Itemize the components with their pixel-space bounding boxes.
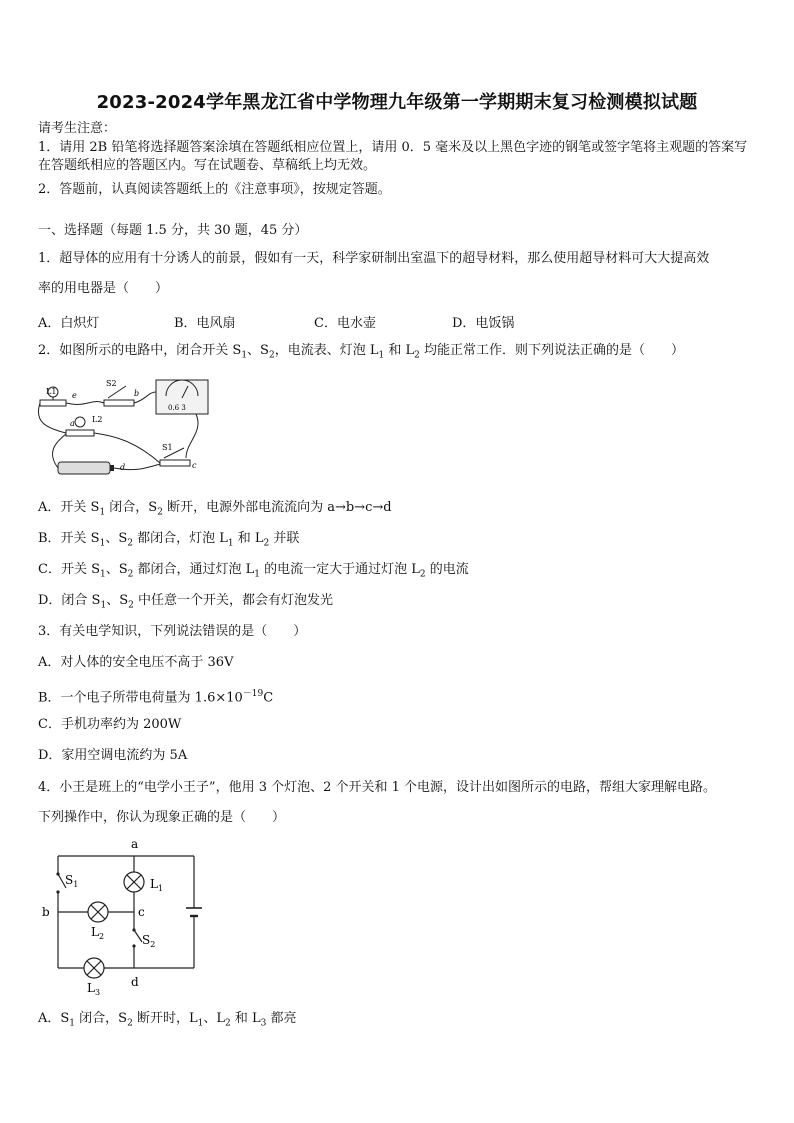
q2-circuit-figure	[36, 372, 216, 482]
fig4-node-d: d	[131, 975, 139, 989]
q1-option-b: B．电风扇	[174, 316, 236, 331]
q1-stem-line1: 1．超导体的应用有十分诱人的前景，假如有一天，科学家研制出室温下的超导材料，那么使用超导材料可大大提高效	[38, 251, 710, 266]
q3-option-d: D．家用空调电流约为 5A	[38, 748, 188, 763]
fig2-label-l2: L2	[92, 415, 103, 424]
notice-heading: 请考生注意：	[38, 121, 117, 136]
q2-option-d: D．闭合 $S_1$、$S_2$ 中任意一个开关，都会有灯泡发光	[38, 593, 333, 611]
q4-stem-line1: 4．小王是班上的“电学小王子”，他用 3 个灯泡、2 个开关和 1 个电源，设计出如图所示的电路，帮组大家理解电路。	[38, 780, 717, 795]
fig4-label-l1: $L_1$	[150, 877, 164, 893]
q2-option-b: B．开关 $S_1$、$S_2$ 都闭合，灯泡 $L_1$ 和 $L_2$ 并联	[38, 531, 300, 549]
q1-option-c: C．电水壶	[314, 316, 376, 331]
q3-option-b: B．一个电子所带电荷量为 $1.6\times 10^{-19}C$	[38, 689, 274, 706]
q4-circuit-diagram	[36, 834, 216, 998]
section-heading: 一、选择题（每题 1.5 分，共 30 题，45 分）	[38, 223, 308, 238]
q3-option-c: C．手机功率约为 200W	[38, 717, 182, 732]
fig2-label-s1: S1	[162, 443, 173, 452]
fig2-meter-scale: 0.6 3	[168, 404, 186, 412]
q4-stem-line2: 下列操作中，你认为现象正确的是（ ）	[38, 810, 286, 825]
q2-option-a: A．开关 $S_1$ 闭合，$S_2$ 断开，电源外部电流流向为 a→b→c→d	[38, 500, 392, 518]
fig4-label-s1: $S_1$	[65, 873, 79, 889]
notice-item-1: 1．请用 2B 铅笔将选择题答案涂填在答题纸相应位置上，请用 0．5 毫米及以上黑色字迹的钢笔或签字笔将主观题的答案写在答题纸相应的答题区内。写在试题卷、草稿纸上均无效。	[38, 140, 748, 173]
fig4-node-a: a	[131, 837, 139, 851]
q3-option-a: A．对人体的安全电压不高于 36V	[38, 655, 234, 670]
notice-item-2: 2．答题前，认真阅读答题纸上的《注意事项》，按规定答题。	[38, 182, 391, 197]
q4-option-a: A．$S_1$ 闭合，$S_2$ 断开时，$L_1$、$L_2$ 和 $L_3$ 都亮	[38, 1011, 297, 1029]
fig2-label-a: a	[70, 419, 75, 428]
q3-stem: 3．有关电学知识，下列说法错误的是（ ）	[38, 624, 307, 639]
fig2-label-c: c	[192, 461, 197, 470]
fig4-label-l3: $L_3$	[87, 981, 101, 997]
fig4-label-l2: $L_2$	[91, 925, 105, 941]
q1-option-d: D．电饭锅	[452, 316, 515, 331]
q1-stem-line2: 率的用电器是（ ）	[38, 281, 169, 296]
fig4-node-c: c	[138, 905, 145, 919]
fig2-label-s2: S2	[106, 379, 117, 388]
q1-option-a: A．白炽灯	[38, 316, 100, 331]
fig2-label-d: d	[120, 463, 126, 472]
fig2-label-l1: L1	[46, 387, 57, 396]
q2-stem: 2．如图所示的电路中，闭合开关 $S_1$、$S_2$，电流表、灯泡 $L_1$ 和 $L_2$ 均能正常工作．则下列说法正确的是（ ）	[38, 343, 684, 361]
fig2-label-b: b	[134, 389, 140, 398]
fig4-node-b: b	[42, 905, 50, 919]
q2-option-c: C．开关 $S_1$、$S_2$ 都闭合，通过灯泡 $L_1$ 的电流一定大于通过灯泡 $L_2$ 的电流	[38, 562, 469, 580]
fig4-label-s2: $S_2$	[142, 933, 156, 949]
fig2-label-e: e	[72, 391, 77, 400]
page-title: 2023-2024学年黑龙江省中学物理九年级第一学期期末复习检测模拟试题	[96, 92, 698, 113]
